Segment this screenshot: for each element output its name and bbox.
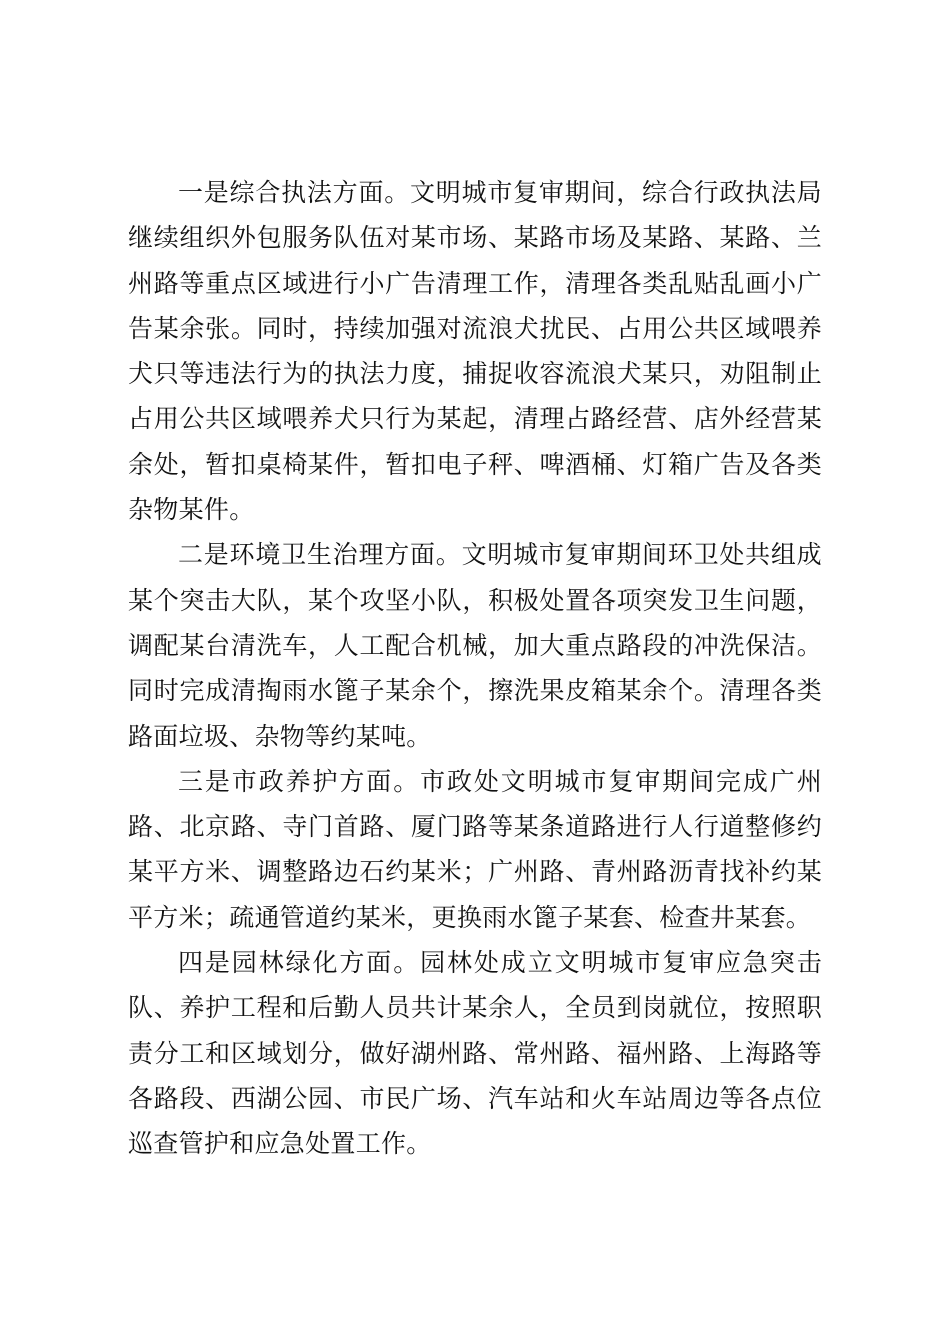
paragraph-environmental-sanitation: 二是环境卫生治理方面。文明城市复审期间环卫处共组成某个突击大队，某个攻坚小队，积极处置各项突发卫生问题，调配某台清洗车，人工配合机械，加大重点路段的冲洗保洁。同时完成清掏雨水篦子某余个，擦洗果皮箱某余个。清理各类路面垃圾、杂物等约某吨。 (128, 540, 822, 751)
paragraph-comprehensive-enforcement: 一是综合执法方面。文明城市复审期间，综合行政执法局继续组织外包服务队伍对某市场、某路市场及某路、某路、兰州路等重点区域进行小广告清理工作，清理各类乱贴乱画小广告某余张。同时，持续加强对流浪犬扰民、占用公共区域喂养犬只等违法行为的执法力度，捕捉收容流浪犬某只，劝阻制止占用公共区域喂养犬只行为某起，清理占路经营、店外经营某余处，暂扣桌椅某件，暂扣电子秤、啤酒桶、灯箱广告及各类杂物某件。 (128, 178, 822, 525)
paragraph-municipal-maintenance: 三是市政养护方面。市政处文明城市复审期间完成广州路、北京路、寺门首路、厦门路等某条道路进行人行道整修约某平方米、调整路边石约某米；广州路、青州路沥青找补约某平方米；疏通管道约某米，更换雨水篦子某套、检查井某套。 (128, 766, 822, 932)
paragraph-landscaping: 四是园林绿化方面。园林处成立文明城市复审应急突击队、养护工程和后勤人员共计某余人，全员到岗就位，按照职责分工和区域划分，做好湖州路、常州路、福州路、上海路等各路段、西湖公园、市民广场、汽车站和火车站周边等各点位巡查管护和应急处置工作。 (128, 948, 822, 1159)
document-body (128, 170, 822, 1167)
